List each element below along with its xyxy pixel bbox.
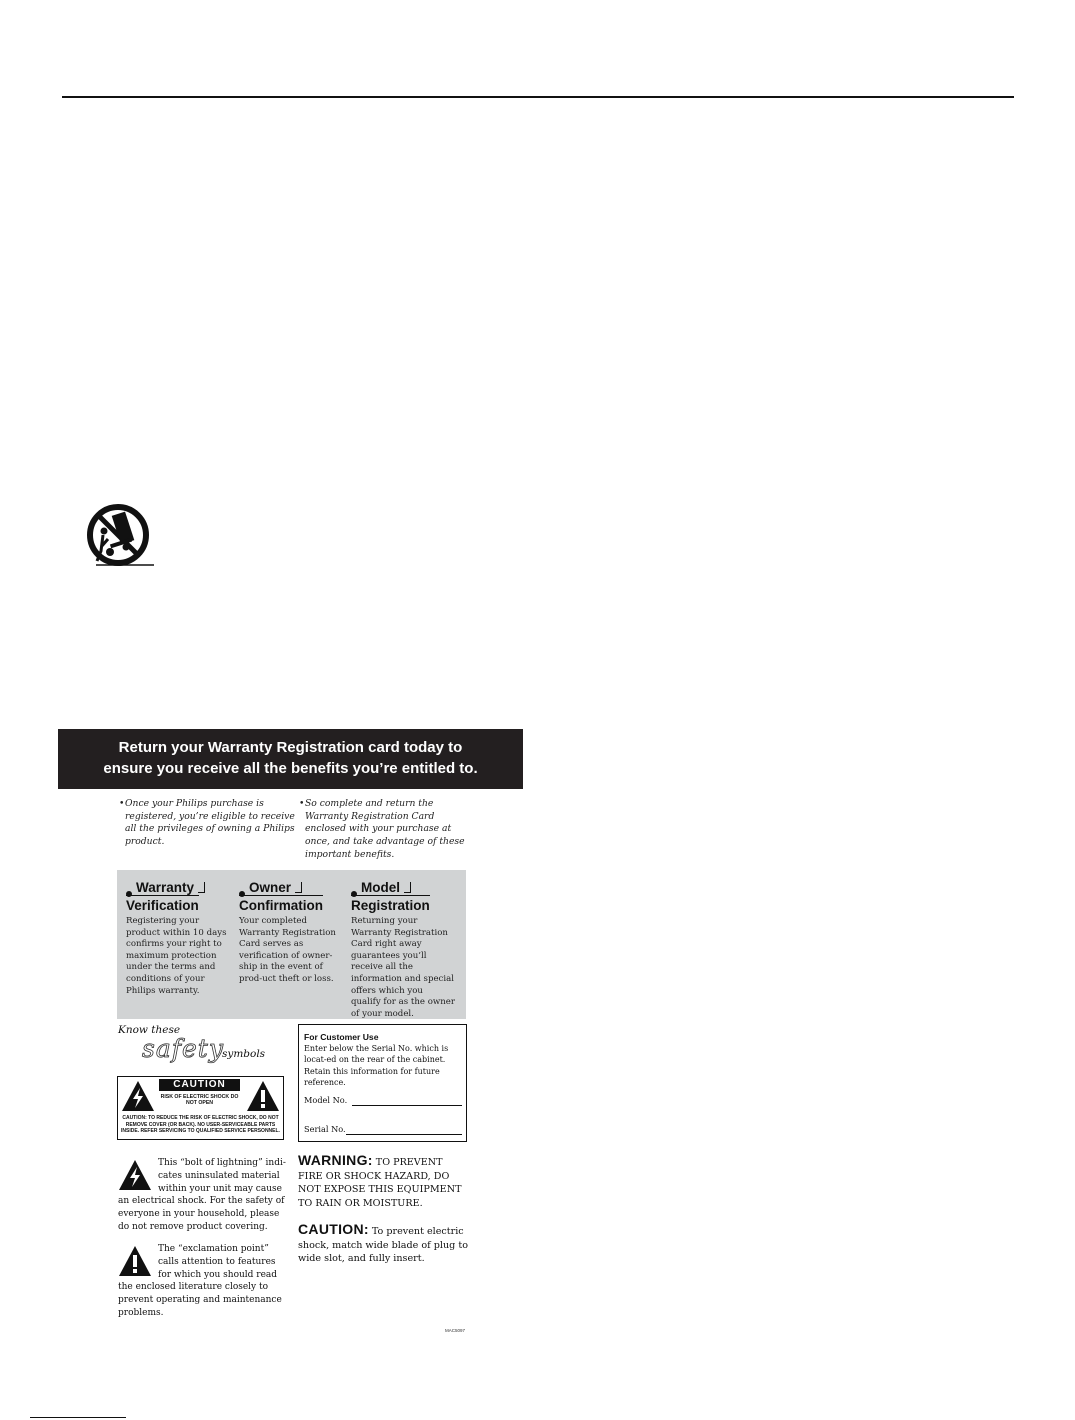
model-number-label: Model No. bbox=[304, 1095, 348, 1105]
bottom-rule bbox=[30, 1417, 126, 1418]
benefit-title: Owner bbox=[249, 880, 292, 895]
benefit-title: Warranty bbox=[136, 880, 195, 895]
benefit-warranty-verification bbox=[126, 880, 230, 997]
customer-use-title: For Customer Use bbox=[304, 1032, 379, 1042]
customer-use-box bbox=[298, 1024, 467, 1142]
cart-warning-icon bbox=[80, 503, 156, 569]
bullet-mark: • bbox=[299, 798, 305, 809]
benefit-body: Returning your Warranty Registration Card right away guarantees you’ll receive all the information and special offers which you qualify for as the owner of your model. bbox=[351, 916, 455, 1019]
exclamation-icon bbox=[118, 1245, 152, 1277]
bullet-complete-return bbox=[299, 798, 475, 862]
exclamation-text: The “exclamation point” calls attention to features for which you should read the enclosed literature closely to prevent operating and maintenance problems. bbox=[118, 1244, 282, 1318]
lightning-bolt-icon bbox=[118, 1159, 152, 1191]
benefit-subtitle: Verification bbox=[126, 895, 199, 914]
know-these-label: Know these bbox=[118, 1024, 181, 1036]
warning-block bbox=[298, 1154, 470, 1210]
benefit-body: Registering your product within 10 days confirms your right to maximum protection under the terms and conditions of your Philips warranty. bbox=[126, 916, 227, 996]
caution-title: CAUTION bbox=[159, 1079, 240, 1091]
caution-footnote: CAUTION: TO REDUCE THE RISK OF ELECTRIC SHOCK, DO NOT REMOVE COVER (OR BACK). NO USER-SERVICEABLE PARTS INSIDE. REFER SERVICING TO QUALIFIED SERVICE PERSONNEL. bbox=[121, 1115, 280, 1135]
bullet-registered bbox=[119, 798, 295, 849]
benefit-owner-confirmation bbox=[239, 880, 343, 986]
bullet-mark: • bbox=[119, 798, 125, 809]
symbols-label: symbols bbox=[222, 1048, 266, 1060]
benefit-subtitle: Registration bbox=[351, 895, 430, 914]
serial-number-field[interactable] bbox=[304, 1124, 346, 1134]
benefit-title: Model bbox=[361, 880, 400, 895]
serial-number-label: Serial No. bbox=[304, 1124, 346, 1134]
benefit-subtitle: Confirmation bbox=[239, 895, 323, 914]
exclamation-icon bbox=[246, 1080, 280, 1112]
bullet-text: Once your Philips purchase is registered, you’re eligible to receive all the privileges of owning a Philips product. bbox=[125, 798, 295, 848]
banner-line-2: ensure you receive all the benefits you’re entitled to. bbox=[103, 760, 478, 777]
caution-label-box bbox=[117, 1076, 284, 1140]
lightning-text: This “bolt of lightning” indi-cates uninsulated material within your unit may cause an electrical shock. For the safety of everyone in your household, please do not remove product covering. bbox=[118, 1158, 286, 1232]
lightning-paragraph bbox=[118, 1157, 288, 1234]
caution-head: CAUTION: bbox=[298, 1221, 369, 1237]
caution-subtitle: RISK OF ELECTRIC SHOCK DO NOT OPEN bbox=[160, 1094, 239, 1107]
benefit-model-registration bbox=[351, 880, 455, 1020]
model-number-field[interactable] bbox=[304, 1095, 347, 1105]
exclamation-paragraph bbox=[118, 1243, 288, 1320]
caution-text: To prevent electric shock, match wide blade of plug to wide slot, and fully insert. bbox=[298, 1226, 468, 1264]
lightning-bolt-icon bbox=[121, 1080, 155, 1112]
bullet-text: So complete and return the Warranty Registration Card enclosed with your purchase at once, and take advantage of these important benefits. bbox=[305, 798, 465, 860]
warning-head: WARNING: bbox=[298, 1152, 373, 1168]
warning-text: TO PREVENT FIRE OR SHOCK HAZARD, DO NOT EXPOSE THIS EQUIPMENT TO RAIN OR MOISTURE. bbox=[298, 1157, 462, 1209]
caution-block bbox=[298, 1223, 470, 1266]
customer-use-desc: Enter below the Serial No. which is locat-ed on the rear of the cabinet. Retain this information for future reference. bbox=[304, 1044, 449, 1087]
benefits-panel bbox=[117, 870, 466, 1019]
banner-line-1: Return your Warranty Registration card today to bbox=[118, 739, 463, 756]
warranty-banner bbox=[58, 729, 523, 789]
top-rule bbox=[62, 96, 1014, 98]
safety-word: safety bbox=[142, 1034, 224, 1063]
document-code: MAC5097 bbox=[445, 1328, 466, 1333]
benefit-body: Your completed Warranty Registration Card serves as verification of owner-ship in the event of prod-uct theft or loss. bbox=[239, 916, 336, 984]
